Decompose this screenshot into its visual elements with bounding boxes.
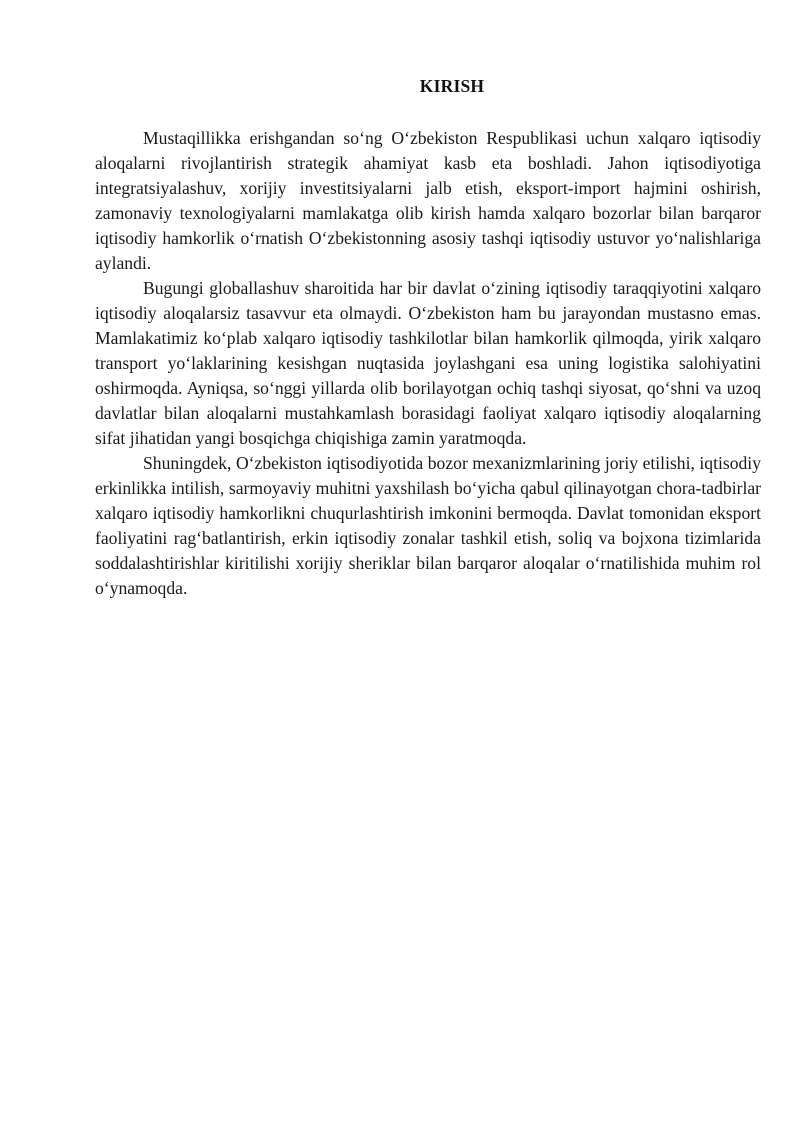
paragraph-1: Mustaqillikka erishgandan so‘ng O‘zbekiston Respublikasi uchun xalqaro iqtisodiy aloqalarni rivojlantirish strategik ahamiyat kasb eta boshladi. Jahon iqtisodiyotiga integratsiyalashuv, xorijiy investitsiyalarni jalb etish, eksport-import hajmini oshirish, zamonaviy texnologiyalarni mamlakatga olib kirish hamda xalqaro bozorlar bilan barqaror iqtisodiy hamkorlik o‘rnatish O‘zbekistonning asosiy tashqi iqtisodiy ustuvor yo‘nalishlariga aylandi. bbox=[95, 128, 761, 273]
section-title: KIRISH bbox=[419, 76, 485, 96]
body-text bbox=[95, 126, 761, 601]
paragraph-2: Bugungi globallashuv sharoitida har bir davlat o‘zining iqtisodiy taraqqiyotini xalqaro iqtisodiy aloqalarsiz tasavvur eta olmaydi. O‘zbekiston ham bu jarayondan mustasno emas. Mamlakatimiz ko‘plab xalqaro iqtisodiy tashkilotlar bilan hamkorlik qilmoqda, yirik xalqaro transport yo‘laklarining kesishgan nuqtasida joylashgani esa uning logistika salohiyatini oshirmoqda. Ayniqsa, so‘nggi yillarda olib borilayotgan ochiq tashqi siyosat, qo‘shni va uzoq davlatlar bilan aloqalarni mustahkamlash borasidagi faoliyat xalqaro iqtisodiy aloqalarning sifat jihatidan yangi bosqichga chiqishiga zamin yaratmoqda. bbox=[95, 278, 761, 448]
paragraph-3: Shuningdek, O‘zbekiston iqtisodiyotida bozor mexanizmlarining joriy etilishi, iqtisodiy erkinlikka intilish, sarmoyaviy muhitni yaxshilash bo‘yicha qabul qilinayotgan chora-tadbirlar xalqaro iqtisodiy hamkorlikni chuqurlashtirish imkonini bermoqda. Davlat tomonidan eksport faoliyatini rag‘batlantirish, erkin iqtisodiy zonalar tashkil etish, soliq va bojxona tizimlarida soddalashtirishlar kiritilishi xorijiy sheriklar bilan barqaror aloqalar o‘rnatilishida muhim rol o‘ynamoqda. bbox=[95, 453, 761, 598]
